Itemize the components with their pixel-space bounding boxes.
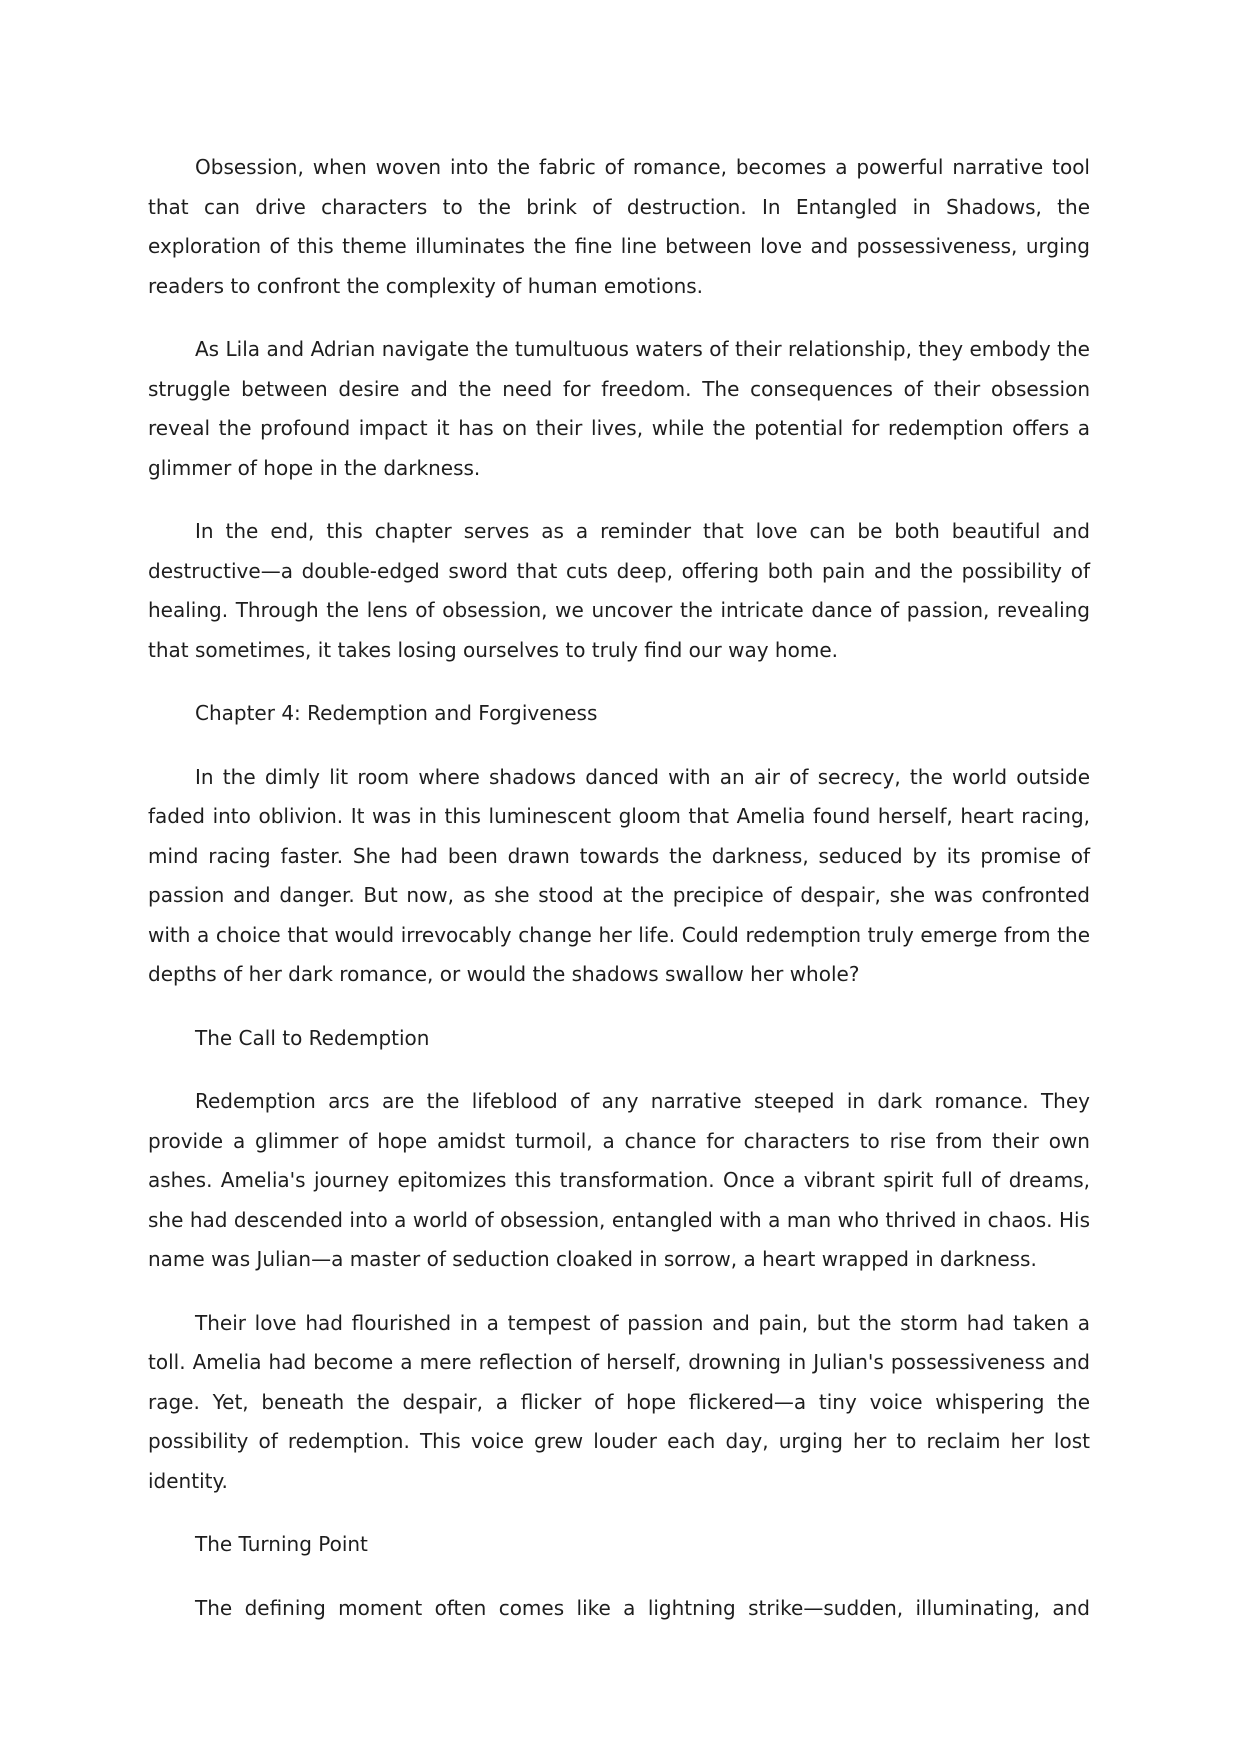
chapter-heading: Chapter 4: Redemption and Forgiveness (195, 701, 598, 725)
paragraph-chapter-conclusion: In the end, this chapter serves as a reminder that love can be both beautiful and destructive—a double-edged sword that cuts deep, offering both pain and the possibility of healing. Through the lens of obsession, we uncover the intricate dance of passion, revealing that sometimes, it takes losing ourselves to truly find our way home. (148, 519, 1090, 662)
document-body (148, 148, 1090, 1652)
paragraph-obsession-intro: Obsession, when woven into the fabric of romance, becomes a powerful narrative tool that can drive characters to the brink of destruction. In Entangled in Shadows, the exploration of this theme illuminates the fine line between love and possessiveness, urging readers to confront the complexity of human emotions. (148, 155, 1090, 298)
section-heading-call-to-redemption: The Call to Redemption (195, 1025, 430, 1050)
paragraph-lila-adrian: As Lila and Adrian navigate the tumultuous waters of their relationship, they embody the struggle between desire and the need for freedom. The consequences of their obsession reveal the profound impact it has on their lives, while the potential for redemption offers a glimmer of hope in the darkness. (148, 337, 1090, 480)
paragraph-their-love: Their love had flourished in a tempest of passion and pain, but the storm had taken a toll. Amelia had become a mere reflection of herself, drowning in Julian's possessiveness and rage. Yet, beneath the despair, a flicker of hope flickered—a tiny voice whispering the possibility of redemption. This voice grew louder each day, urging her to reclaim her lost identity. (148, 1310, 1090, 1493)
section-heading-turning-point: The Turning Point (195, 1532, 368, 1556)
paragraph-defining-moment: The defining moment often comes like a lightning strike—sudden, illuminating, and (195, 1595, 1090, 1620)
paragraph-redemption-arcs: Redemption arcs are the lifeblood of any narrative steeped in dark romance. They provide a glimmer of hope amidst turmoil, a chance for characters to rise from their own ashes. Amelia's journey epitomizes this transformation. Once a vibrant spirit full of dreams, she had descended into a world of obsession, entangled with a man who thrived in chaos. His name was Julian—a master of seduction cloaked in sorrow, a heart wrapped in darkness. (148, 1089, 1090, 1271)
paragraph-dimly-lit-room: In the dimly lit room where shadows danced with an air of secrecy, the world outside faded into oblivion. It was in this luminescent gloom that Amelia found herself, heart racing, mind racing faster. She had been drawn towards the darkness, seduced by its promise of passion and danger. But now, as she stood at the precipice of despair, she was confronted with a choice that would irrevocably change her life. Could redemption truly emerge from the depths of her dark romance, or would the shadows swallow her whole? (148, 764, 1090, 986)
